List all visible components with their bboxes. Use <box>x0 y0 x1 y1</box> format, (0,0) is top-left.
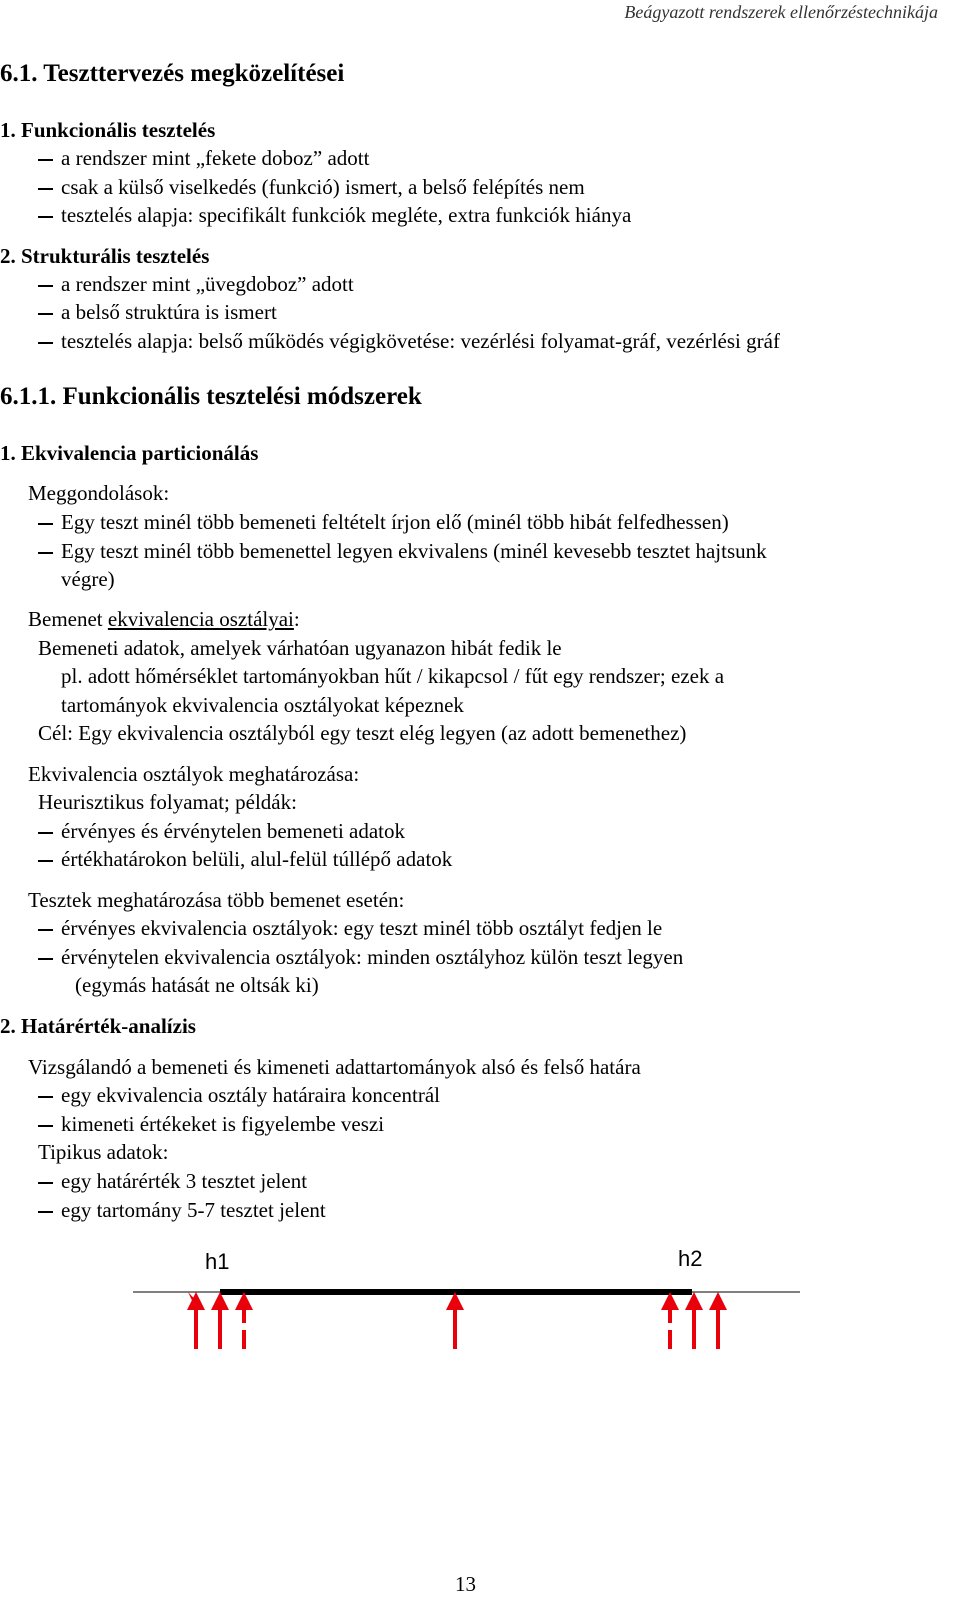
consideration-item: Egy teszt minél több bemenettel legyen ekvivalens (minél kevesebb tesztet hajtsunk <box>61 539 767 563</box>
dash <box>38 285 53 287</box>
multi-input-label: Tesztek meghatározása több bemenet esetén: <box>28 888 405 912</box>
dash <box>38 188 53 190</box>
example-line: tartományok ekvivalencia osztályokat képeznek <box>61 693 464 717</box>
structural-item: a belső struktúra is ismert <box>61 300 277 324</box>
running-header: Beágyazott rendszerek ellenőrzéstechnikája <box>624 2 938 22</box>
arrow-at-high <box>685 1292 703 1349</box>
structural-item: tesztelés alapja: belső működés végigkövetése: vezérlési folyamat-gráf, vezérlési gráf <box>61 329 780 353</box>
dash <box>38 1211 53 1213</box>
considerations-label: Meggondolások: <box>28 481 170 505</box>
goal-line: Cél: Egy ekvivalencia osztályból egy teszt elég legyen (az adott bemenethez) <box>38 721 687 745</box>
structural-item: a rendszer mint „üvegdoboz” adott <box>61 272 354 296</box>
determination-label: Ekvivalencia osztályok meghatározása: <box>28 762 360 786</box>
subsection-title: 6.1.1. Funkcionális tesztelési módszerek <box>0 383 422 410</box>
arrow-below-low <box>187 1292 205 1349</box>
dash <box>38 1125 53 1127</box>
dash <box>38 832 53 834</box>
dash <box>38 342 53 344</box>
boundary-diagram <box>0 1235 960 1365</box>
dash <box>38 313 53 315</box>
dash <box>38 523 53 525</box>
typical-item: egy tartomány 5-7 tesztet jelent <box>61 1198 326 1222</box>
multi-input-note: (egymás hatását ne oltsák ki) <box>75 973 319 997</box>
dash <box>38 1182 53 1184</box>
arrow-at-low <box>211 1292 229 1349</box>
test-arrows <box>187 1292 727 1349</box>
heuristic-item: értékhatárokon belüli, alul-felül túllépő adatok <box>61 847 453 871</box>
classes-suffix: : <box>293 607 300 631</box>
boundary-item: egy ekvivalencia osztály határaira koncentrál <box>61 1083 440 1107</box>
equivalence-title: 1. Ekvivalencia particionálás <box>0 441 259 465</box>
dash <box>38 929 53 931</box>
multi-input-item: érvényes ekvivalencia osztályok: egy teszt minél több osztályt fedjen le <box>61 916 663 940</box>
typical-label: Tipikus adatok: <box>38 1140 169 1164</box>
h2-label: h2 <box>678 1246 703 1271</box>
arrow-below-high <box>661 1292 679 1349</box>
page-number: 13 <box>455 1572 476 1596</box>
classes-line <box>28 607 300 632</box>
boundary-intro: Vizsgálandó a bemeneti és kimeneti adattartományok alsó és felső határa <box>28 1055 641 1079</box>
functional-item: tesztelés alapja: specifikált funkciók megléte, extra funkciók hiánya <box>61 203 632 227</box>
dash <box>38 159 53 161</box>
dash <box>38 958 53 960</box>
boundary-title: 2. Határérték-analízis <box>0 1014 196 1038</box>
classes-prefix: Bemenet <box>28 607 108 631</box>
consideration-item-continuation: végre) <box>61 567 115 591</box>
structural-title: 2. Strukturális tesztelés <box>0 244 210 268</box>
section-title: 6.1. Teszttervezés megközelítései <box>0 60 345 87</box>
functional-item: a rendszer mint „fekete doboz” adott <box>61 146 370 170</box>
functional-title: 1. Funkcionális tesztelés <box>0 118 216 142</box>
dash <box>38 216 53 218</box>
arrow-above-low <box>235 1292 253 1349</box>
functional-item: csak a külső viselkedés (funkció) ismert, a belső felépítés nem <box>61 175 585 199</box>
h1-label: h1 <box>205 1249 230 1274</box>
dash <box>38 860 53 862</box>
arrow-middle <box>446 1292 464 1349</box>
example-line: pl. adott hőmérséklet tartományokban hűt / kikapcsol / fűt egy rendszer; ezek a <box>61 664 725 688</box>
heuristic-item: érvényes és érvénytelen bemeneti adatok <box>61 819 406 843</box>
classes-term: ekvivalencia osztályai <box>107 607 294 631</box>
consideration-item: Egy teszt minél több bemeneti feltételt írjon elő (minél több hibát felfedhessen) <box>61 510 729 534</box>
dash <box>38 1096 53 1098</box>
typical-item: egy határérték 3 tesztet jelent <box>61 1169 308 1193</box>
boundary-item: kimeneti értékeket is figyelembe veszi <box>61 1112 385 1136</box>
dash <box>38 552 53 554</box>
multi-input-item: érvénytelen ekvivalencia osztályok: minden osztályhoz külön teszt legyen <box>61 945 684 969</box>
heuristic-label: Heurisztikus folyamat; példák: <box>38 790 297 814</box>
classes-definition: Bemeneti adatok, amelyek várhatóan ugyanazon hibát fedik le <box>38 636 562 660</box>
arrow-above-high <box>709 1292 727 1349</box>
